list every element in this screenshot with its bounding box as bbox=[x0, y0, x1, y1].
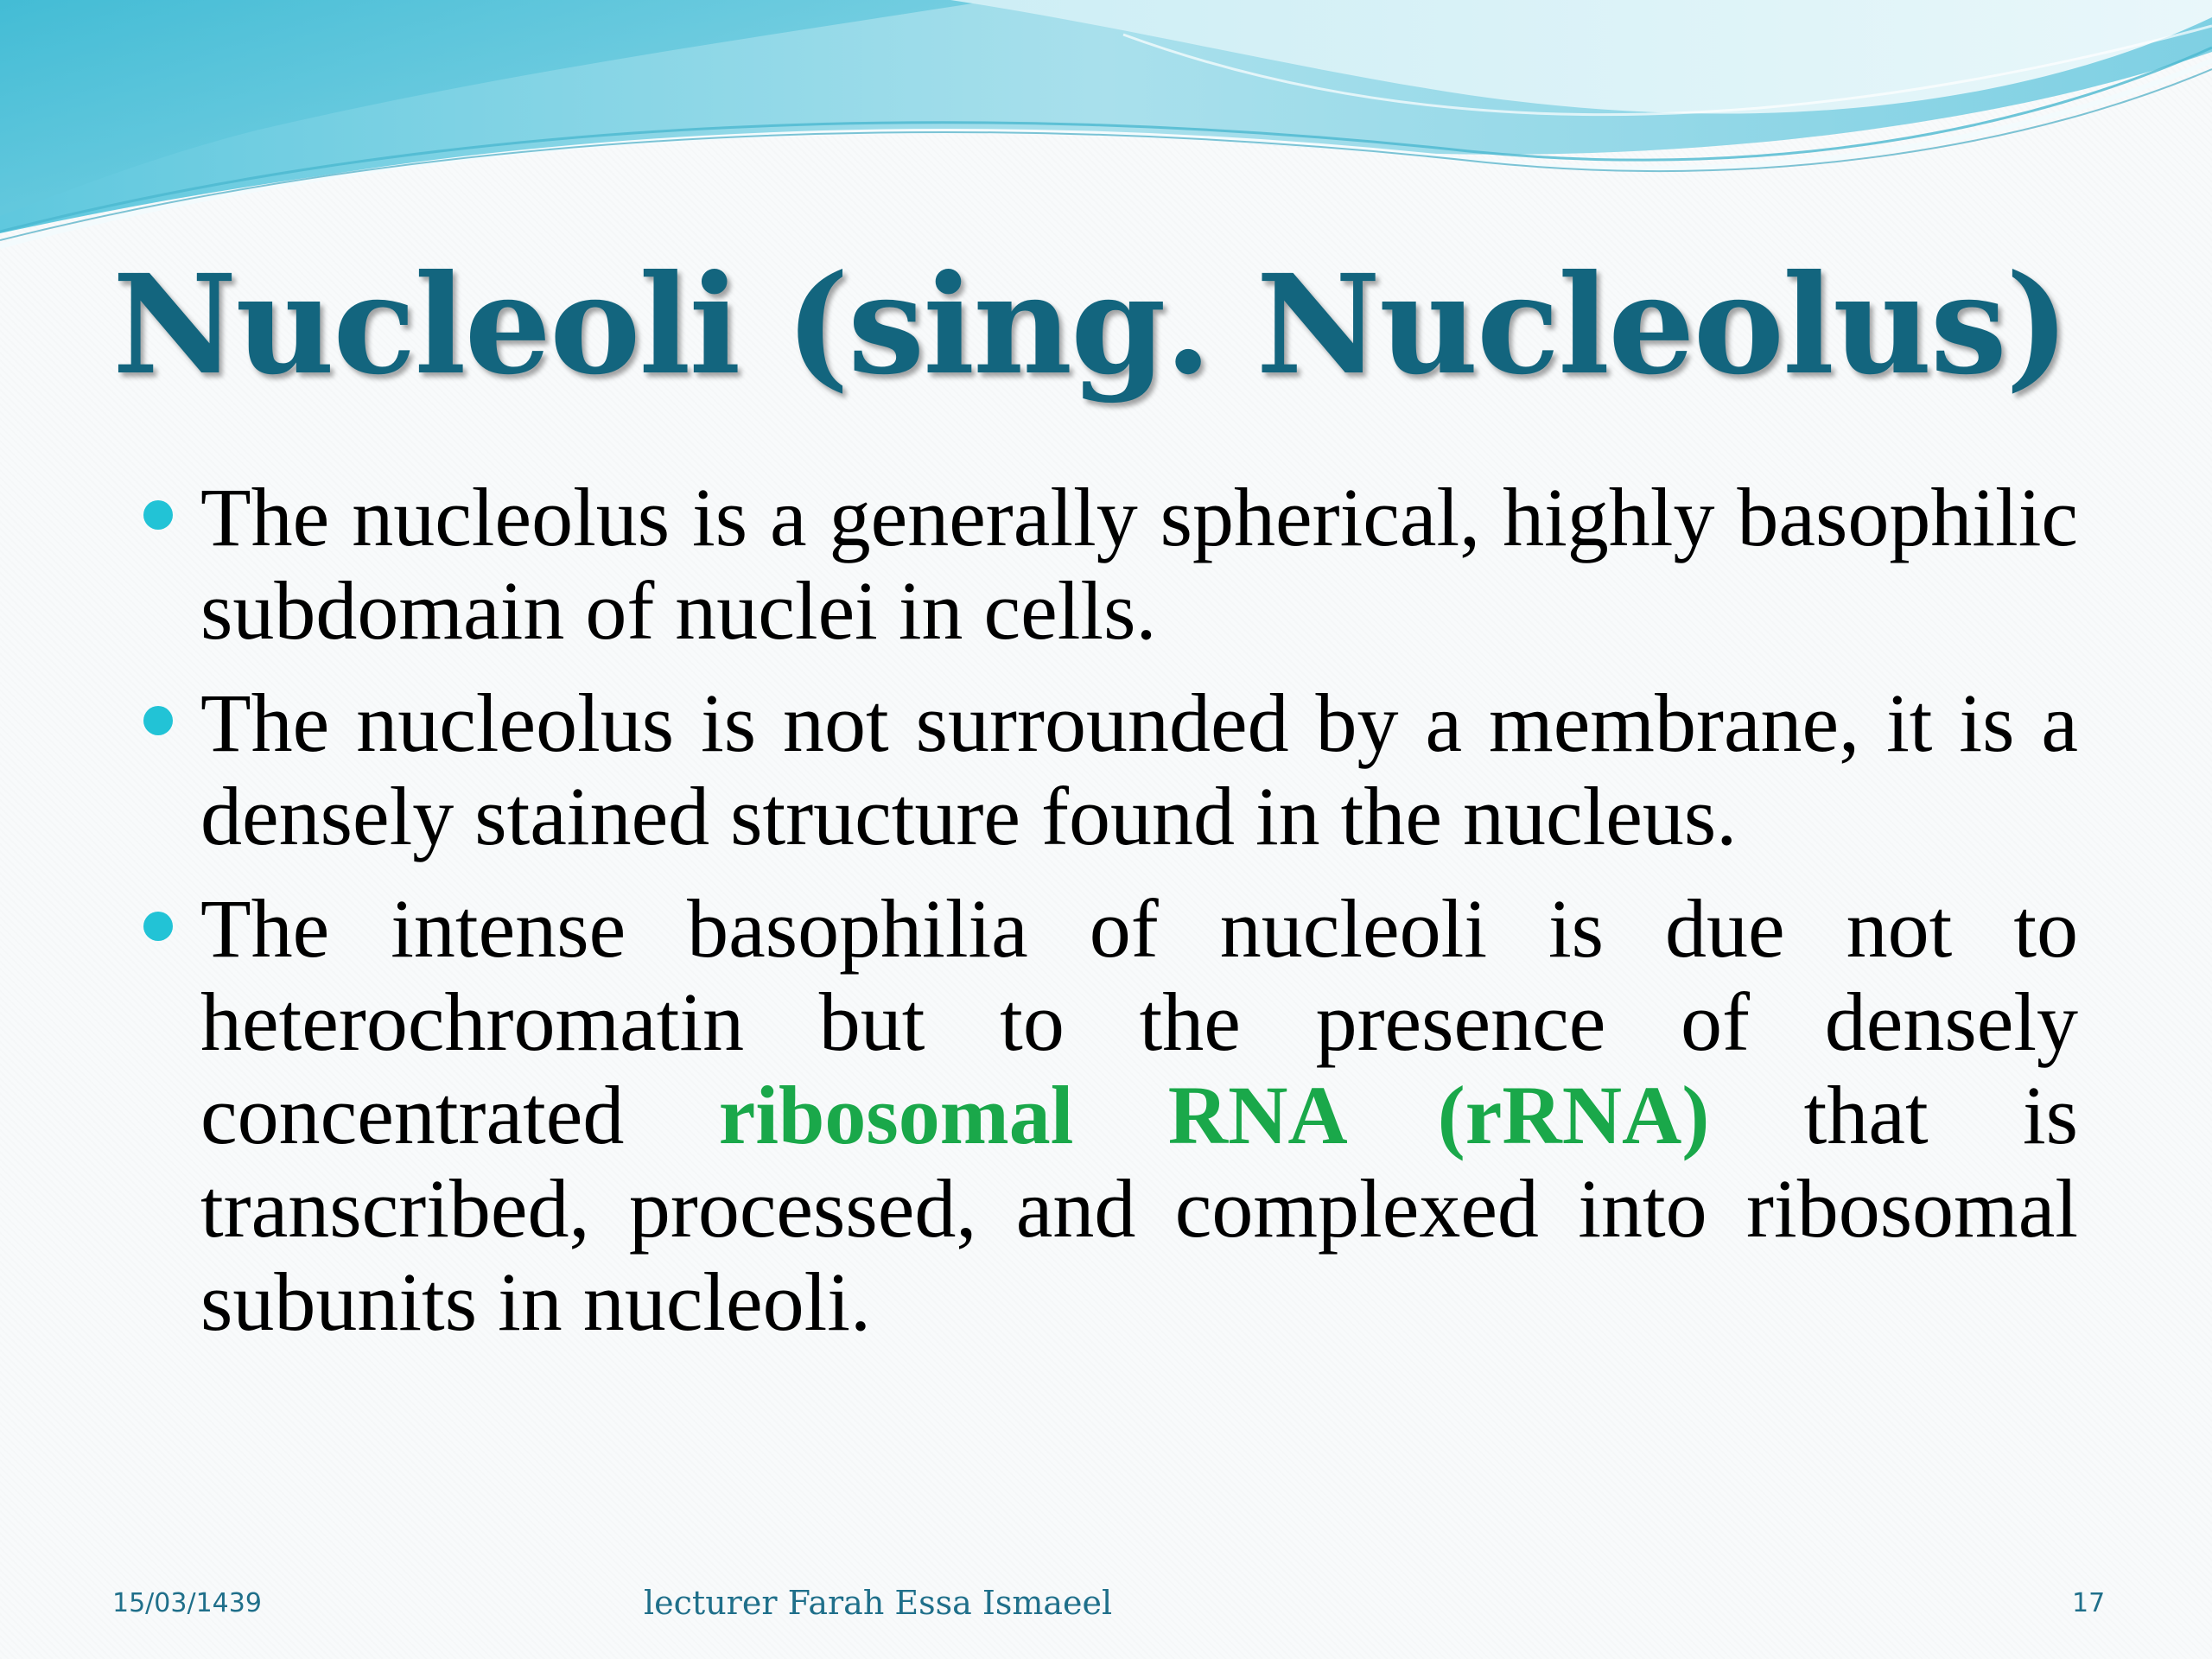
bullet-text: The nucleolus is a generally spherical, highly basophilic subdomain of nuclei in cells. bbox=[200, 471, 2078, 657]
highlighted-term: ribosomal RNA (rRNA) bbox=[718, 1069, 1710, 1161]
round-bullet-icon bbox=[143, 500, 173, 530]
bullet-item bbox=[138, 471, 2078, 658]
header-wave-decoration bbox=[0, 0, 2212, 259]
footer-date: 15/03/1439 bbox=[112, 1588, 262, 1618]
slide-title: Nucleoli (sing. Nucleolus) bbox=[112, 245, 2069, 405]
bullet-text: The nucleolus is not surrounded by a membrane, it is a densely stained structure found in the nucleus. bbox=[200, 677, 2078, 862]
bullet-text-before: The intense basophilia of nucleoli is due not to heterochromatin but to the presence of densely concentrated bbox=[200, 882, 2078, 1161]
round-bullet-icon bbox=[143, 706, 173, 735]
bullet-item bbox=[138, 882, 2078, 1349]
bullet-list bbox=[138, 471, 2078, 1368]
bullet-item bbox=[138, 677, 2078, 863]
bullet-text-after: that is transcribed, processed, and complexed into ribosomal subunits in nucleoli. bbox=[200, 1069, 2079, 1348]
footer-presenter: lecturer Farah Essa Ismaeel bbox=[644, 1584, 1113, 1622]
round-bullet-icon bbox=[143, 912, 173, 941]
footer-page-number: 17 bbox=[2072, 1588, 2106, 1618]
